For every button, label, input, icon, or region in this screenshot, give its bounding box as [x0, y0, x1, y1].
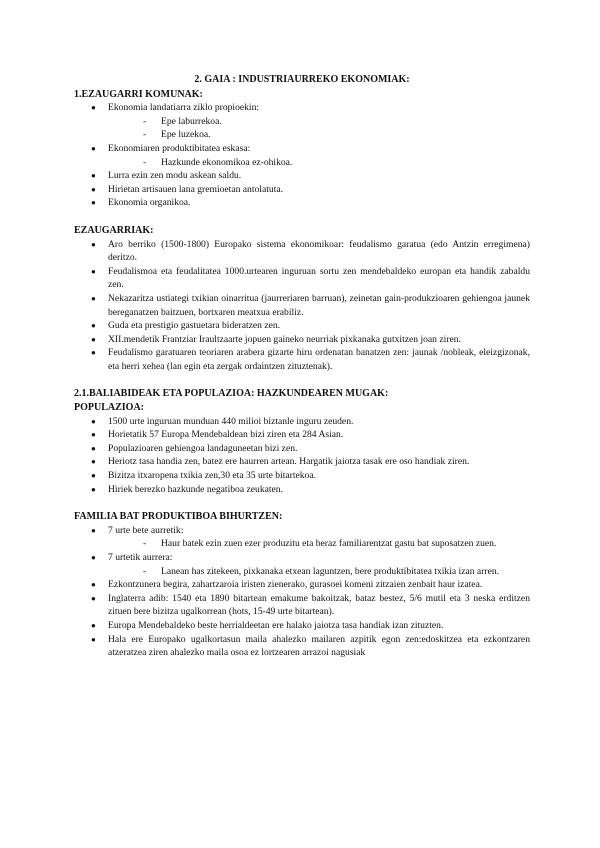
- sub-list: [108, 565, 530, 579]
- list-characteristics: [74, 238, 530, 374]
- sub-list-item: - Hazkunde ekonomikoa ez-ohikoa.: [143, 156, 530, 170]
- list-item: ● Lurra ezin zen modu askean saldu.: [74, 169, 530, 183]
- list-item: ● Heriotz tasa handia zen, batez ere haurren artean. Hargatik jaiotza tasak ere oso handiak ziren.: [74, 455, 530, 469]
- list-item: ● Hirietan artisauen lana gremioetan antolatuta.: [74, 183, 530, 197]
- heading-characteristics: EZAUGARRIAK:: [74, 224, 154, 236]
- document-page: [74, 73, 530, 660]
- list-item: ● Populazioaren gehiengoa landaguneetan bizi zen.: [74, 442, 530, 456]
- list-item: ● Europa Mendebaldeko beste herrialdeetan ere halako jaiotza tasa handiak izan zituzten.: [74, 619, 530, 633]
- sub-list-item: - Epe laburrekoa.: [143, 115, 530, 129]
- list-item: ● Inglaterra adib: 1540 eta 1890 bitartean emakume bakoitzak, bataz bestez, 5/6 mutil eta 3 neska erditzen zituen bere bizitza ugalkorrean (hots, 15-49 urte bitartean).: [74, 592, 530, 619]
- list-item: ● 7 urtetik aurrera: - Lanean has zitekeen, pixkanaka etxean laguntzen, bere produktibitatea txikia izan arren.: [74, 551, 530, 578]
- sub-list-item: - Haur batek ezin zuen ezer produzitu eta beraz familiarentzat gastu bat suposatzen zuen.: [143, 537, 530, 551]
- list-item: ● Nekazaritza ustiategi txikian oinarritua (jaurreriaren barruan), zeinetan gain-produkzioaren gehiengoa jaunek bereganatzen baitzuen, bortxaren meatxua erabiliz.: [74, 292, 530, 319]
- list-item: ● Feudalismo garatuaren teoriaren arabera gizarte hiru ordenatan banatzen zen: jaunak /nobleak, eleizgizonak, eta herri xehea (lan egin eta zergak ordaintzen zituztenak).: [74, 346, 530, 373]
- heading-common-features: 1.EZAUGARRI KOMUNAK:: [74, 88, 203, 100]
- list-item: ● Feudalismoa eta feudalitatea 1000.urtearen inguruan sortu zen mendebaldeko europan eta handik zabaldu zen.: [74, 265, 530, 292]
- list-item: ● Guda eta prestigio gastuetara bideratzen zen.: [74, 319, 530, 333]
- list-item: ● 7 urte bete aurretik: - Haur batek ezin zuen ezer produzitu eta beraz familiarentzat gastu bat suposatzen zuen.: [74, 524, 530, 551]
- subheading-population: POPULAZIOA:: [74, 402, 144, 414]
- list-item: ● Ekonomia landatiarra ziklo propioekin: - Epe laburrekoa. - Epe luzekoa.: [74, 101, 530, 142]
- sub-list-item: - Epe luzekoa.: [143, 128, 530, 142]
- list-productive-family: [74, 524, 530, 660]
- sub-list-item: - Lanean has zitekeen, pixkanaka etxean laguntzen, bere produktibitatea txikia izan arren.: [143, 565, 530, 579]
- sub-list: [108, 156, 530, 170]
- sub-list: [108, 115, 530, 142]
- list-item: ● Aro berriko (1500-1800) Europako sistema ekonomikoar: feudalismo garatua (edo Antzin erregimena) deritzo.: [74, 238, 530, 265]
- list-item: ● Ekonomia organikoa.: [74, 196, 530, 210]
- sub-list: [108, 537, 530, 551]
- list-item: ● Ezkontzunera begira, zahartzaroia iristen zienerako, gurasoei komeni zitzaien zenbait haur izatea.: [74, 578, 530, 592]
- list-item: ● Horietatik 57 Europa Mendebaldean bizi ziren eta 284 Asian.: [74, 428, 530, 442]
- list-item: ● Hiriek berezko hazkunde negatiboa zeukaten.: [74, 483, 530, 497]
- heading-resources-population: 2.1.BALIABIDEAK ETA POPULAZIOA: HAZKUNDEAREN MUGAK:: [74, 388, 389, 400]
- list-item: ● 1500 urte inguruan munduan 440 milioi biztanle inguru zeuden.: [74, 415, 530, 429]
- list-item: ● Bizitza itxaropena txikia zen,30 eta 35 urte bitartekoa.: [74, 469, 530, 483]
- list-item: ● Ekonomiaren produktibitatea eskasa: - Hazkunde ekonomikoa ez-ohikoa.: [74, 142, 530, 169]
- list-item: ● Hala ere Europako ugalkortasun maila ahalezko mailaren azpitik egon zen:edoskitzea eta ezkontzaren atzeratzea ziren ahalezko maila osoa ez lortzearen arrazoi nagusiak: [74, 633, 530, 660]
- list-population: [74, 415, 530, 497]
- document-title: 2. GAIA : INDUSTRIAURREKO EKONOMIAK:: [194, 74, 410, 85]
- list-item: ● XII.mendetik Frantziar Iraultzaarte jopuen gaineko neurriak pixkanaka gutxitzen joan ziren.: [74, 333, 530, 347]
- list-common-features: [74, 101, 530, 210]
- heading-productive-family: FAMILIA BAT PRODUKTIBOA BIHURTZEN:: [74, 511, 283, 523]
